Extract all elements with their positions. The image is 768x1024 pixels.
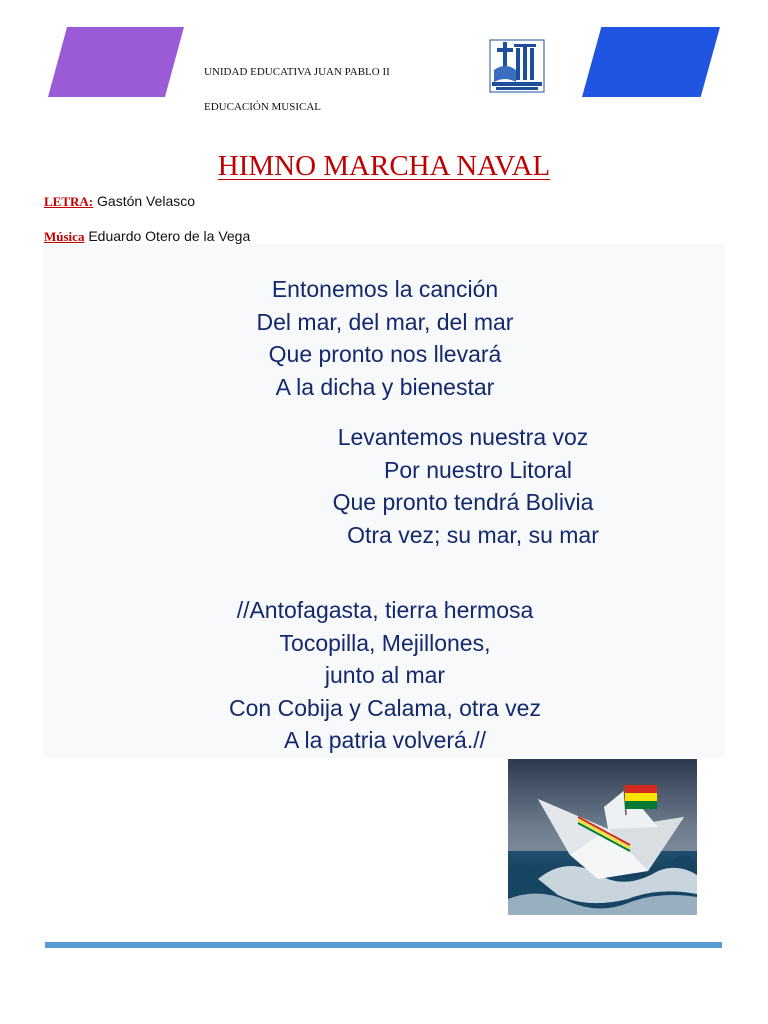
verse-line: Del mar, del mar, del mar bbox=[256, 308, 514, 335]
verse-line: Otra vez; su mar, su mar bbox=[347, 521, 599, 548]
verse-3 bbox=[170, 594, 600, 757]
verse-line: Que pronto nos llevará bbox=[268, 341, 502, 367]
document-title: HIMNO MARCHA NAVAL bbox=[217, 150, 551, 182]
composer-name: Eduardo Otero de la Vega bbox=[84, 228, 251, 244]
composer-credit bbox=[44, 228, 250, 245]
verse-line: Con Cobija y Calama, otra vez bbox=[229, 694, 541, 721]
paper-boat-image bbox=[508, 759, 697, 915]
verse-line: Que pronto tendrá Bolivia bbox=[332, 489, 594, 515]
footer-rule bbox=[45, 942, 722, 948]
verse-line: A la dicha y bienestar bbox=[275, 373, 495, 400]
purple-header-shape bbox=[48, 27, 184, 97]
verse-line: Por nuestro Litoral bbox=[384, 456, 572, 483]
verse-line: //Antofagasta, tierra hermosa bbox=[236, 597, 534, 623]
verse-1 bbox=[160, 273, 610, 403]
verse-line: A la patria volverá.// bbox=[284, 727, 486, 753]
blue-header-shape bbox=[582, 27, 720, 97]
subject-name: EDUCACIÓN MUSICAL bbox=[204, 101, 322, 113]
lyricist-label: LETRA: bbox=[44, 194, 94, 209]
lyricist-name: Gastón Velasco bbox=[93, 193, 196, 209]
verse-line: Entonemos la canción bbox=[271, 276, 499, 302]
composer-label: Música bbox=[44, 229, 85, 244]
school-crest-icon bbox=[486, 38, 548, 94]
verse-line: Tocopilla, Mejillones, bbox=[279, 629, 491, 656]
verse-line: Levantemos nuestra voz bbox=[337, 424, 589, 450]
school-name: UNIDAD EDUCATIVA JUAN PABLO II bbox=[204, 66, 390, 78]
verse-line: junto al mar bbox=[324, 662, 446, 688]
lyricist-credit bbox=[44, 193, 195, 210]
verse-2 bbox=[293, 421, 633, 551]
